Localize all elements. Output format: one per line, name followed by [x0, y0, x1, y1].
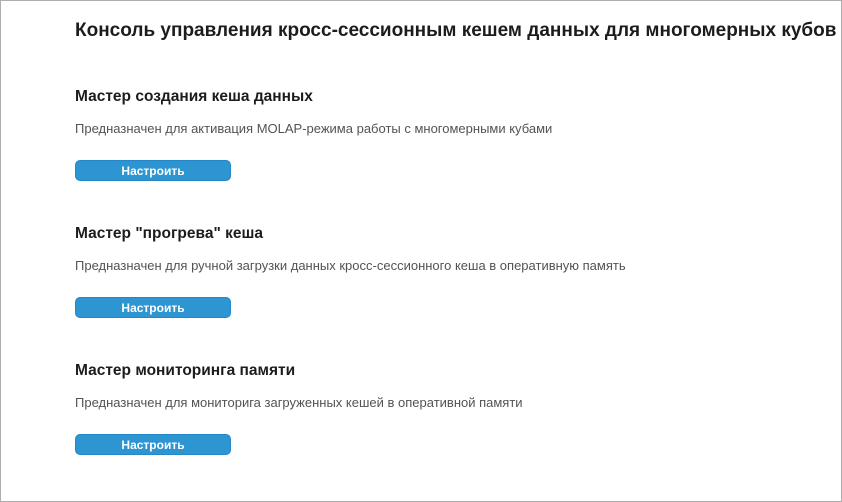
- wizard-heading-memory-monitoring: Мастер мониторинга памяти: [75, 362, 296, 379]
- wizard-section-cache-warmup: [75, 223, 823, 318]
- wizard-heading-cache-warmup: Мастер "прогрева" кеша: [75, 225, 264, 242]
- wizard-description-cache-creation: Предназначен для активация MOLAP-режима работы с многомерными кубами: [75, 121, 553, 136]
- wizard-heading-cache-creation: Мастер создания кеша данных: [75, 88, 313, 105]
- wizard-description-memory-monitoring: Предназначен для мониторига загруженных кешей в оперативной памяти: [75, 395, 523, 410]
- configure-button-memory-monitoring[interactable]: Настроить: [75, 434, 231, 455]
- wizard-description-cache-warmup: Предназначен для ручной загрузки данных кросс-сессионного кеша в оперативную память: [75, 258, 626, 273]
- wizard-section-memory-monitoring: [75, 360, 823, 455]
- page-title: Консоль управления кросс-сессионным кешем данных для многомерных кубов: [75, 20, 837, 41]
- configure-button-cache-creation[interactable]: Настроить: [75, 160, 231, 181]
- wizard-section-cache-creation: [75, 86, 823, 181]
- configure-button-cache-warmup[interactable]: Настроить: [75, 297, 231, 318]
